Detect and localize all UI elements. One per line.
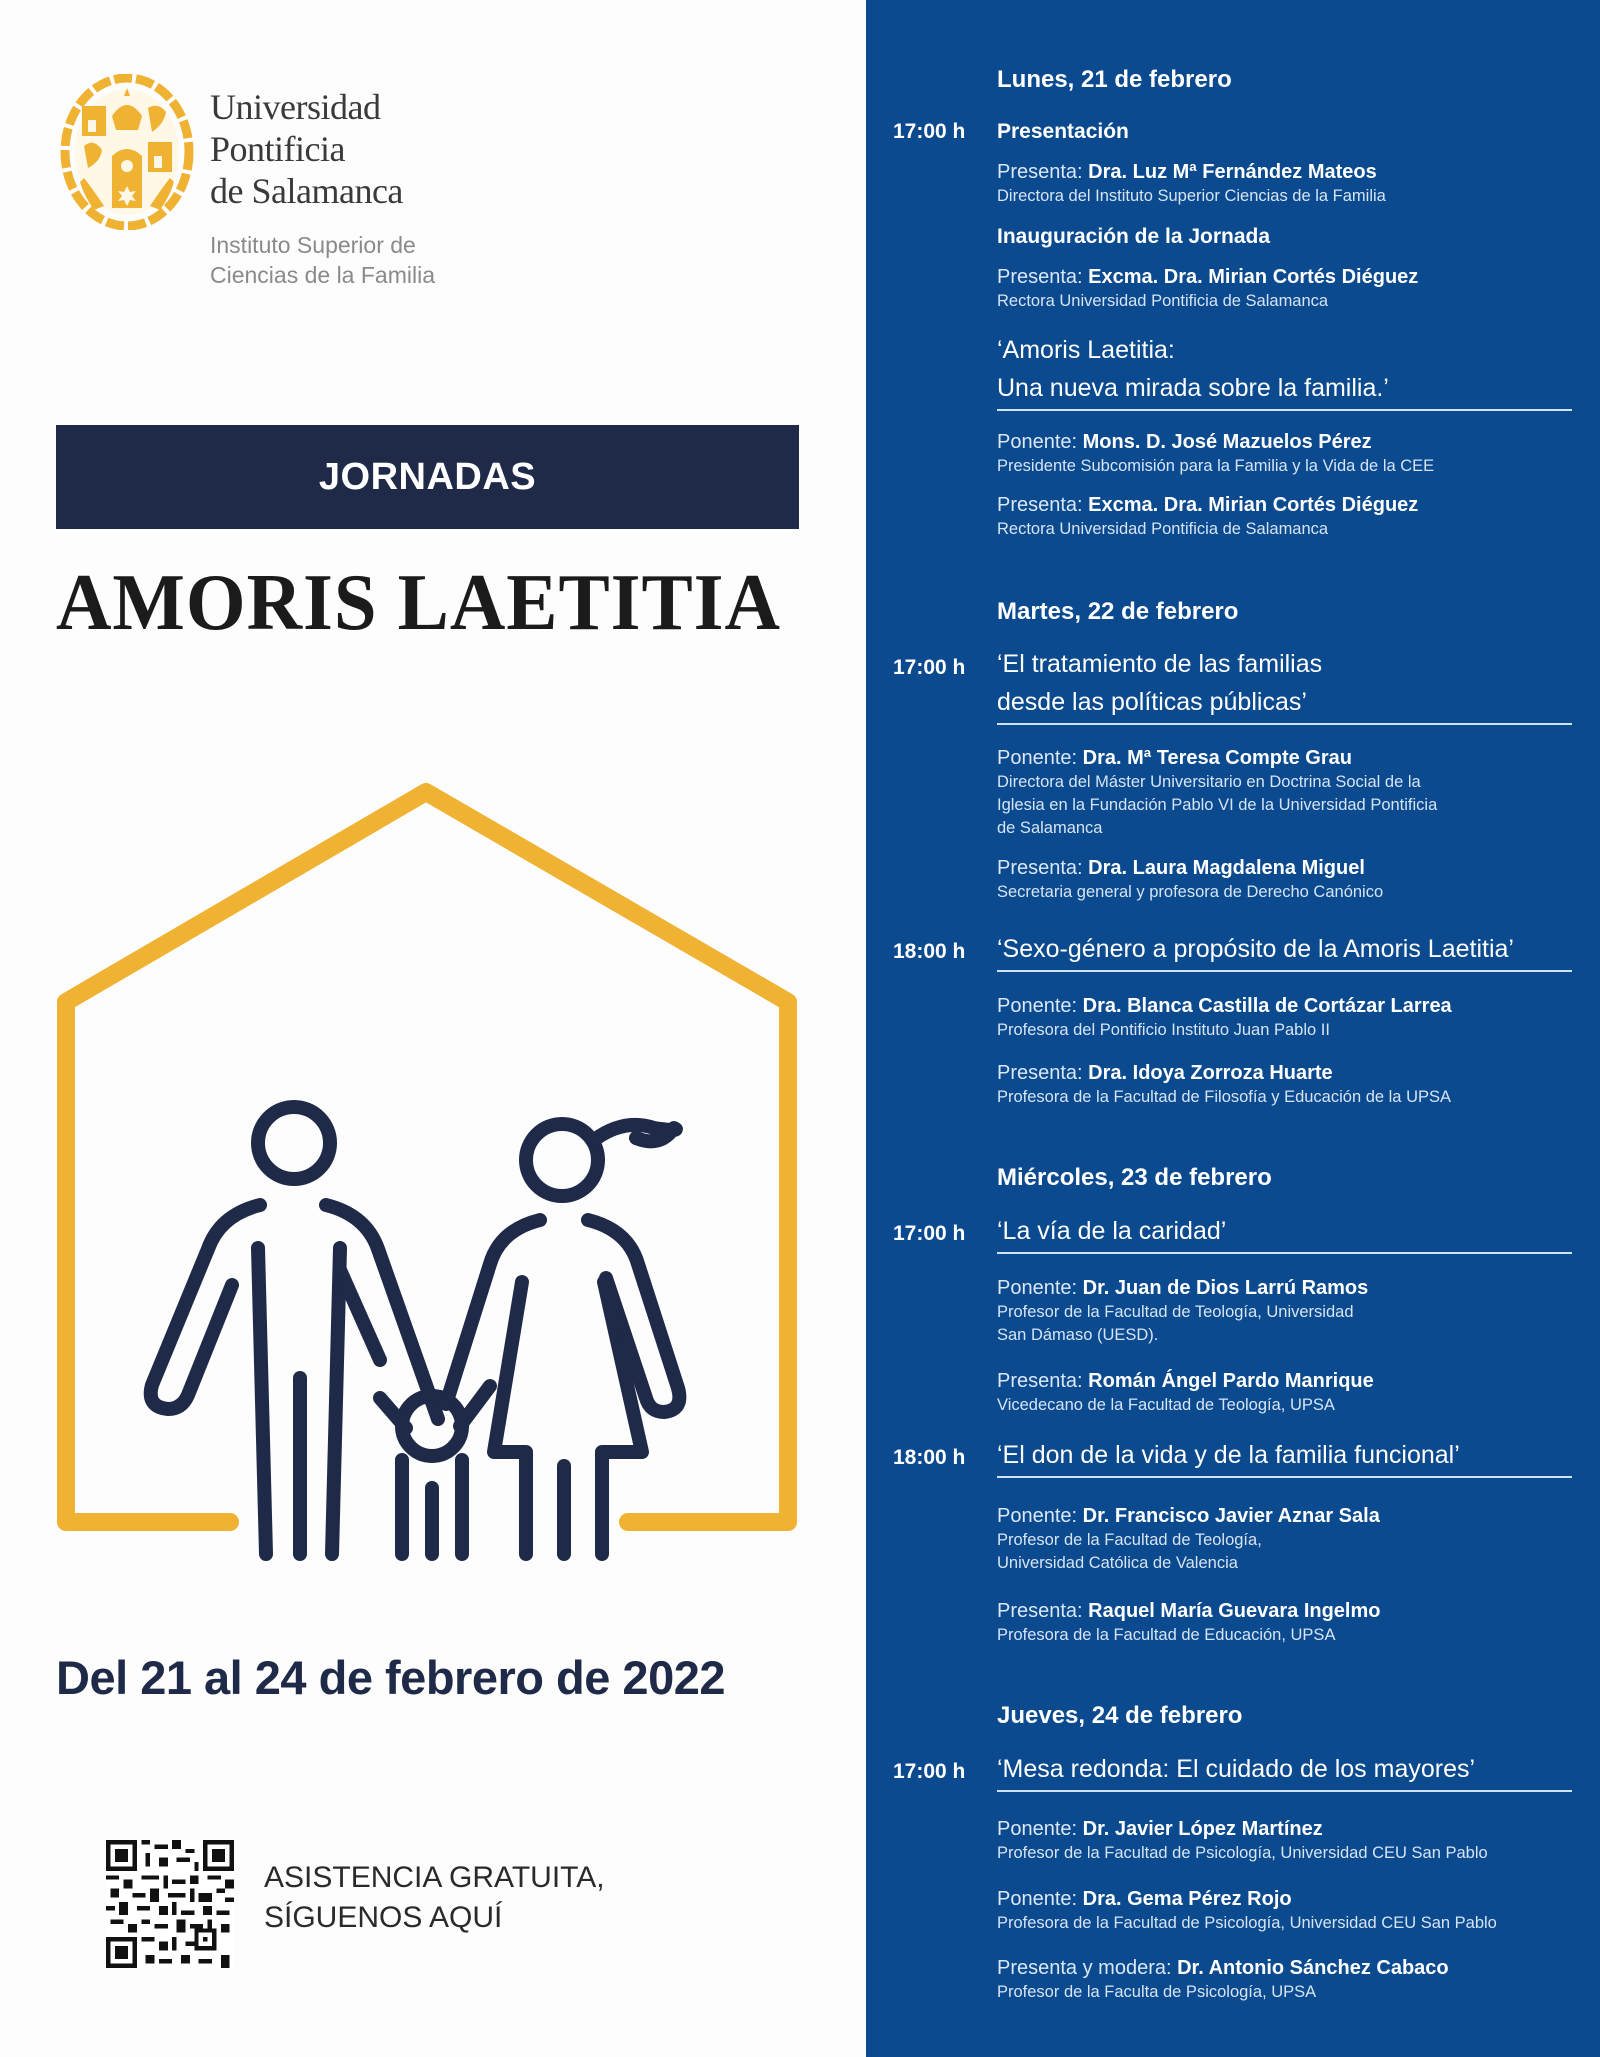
- speaker-name: Dra. Gema Pérez Rojo: [1082, 1888, 1292, 1910]
- schedule-panel: [866, 0, 1600, 2057]
- speaker-name: Dr. Juan de Dios Larrú Ramos: [1082, 1277, 1369, 1299]
- session-time: 18:00 h: [893, 1446, 966, 1469]
- session-title: Inauguración de la Jornada: [997, 225, 1271, 248]
- talk-title: ‘La vía de la caridad’: [997, 1212, 1572, 1254]
- university-name: Universidad Pontificia de Salamanca: [210, 87, 403, 211]
- speaker-name: Dr. Antonio Sánchez Cabaco: [1177, 1957, 1449, 1979]
- session-time: 18:00 h: [893, 940, 966, 963]
- speaker-entry: Presenta: Dra. Idoya Zorroza Huarte Profesora de la Facultad de Filosofía y Educación de la UPSA: [997, 1062, 1451, 1106]
- talk-title: ‘Sexo-género a propósito de la Amoris Laetitia’: [997, 930, 1572, 972]
- speaker-name: Dr. Javier López Martínez: [1082, 1818, 1323, 1840]
- speaker-entry: Ponente: Mons. D. José Mazuelos Pérez Presidente Subcomisión para la Familia y la Vida de la CEE: [997, 431, 1435, 475]
- university-seal-icon: [60, 74, 194, 230]
- speaker-entry: Presenta: Raquel María Guevara Ingelmo Profesora de la Facultad de Educación, UPSA: [997, 1600, 1381, 1644]
- event-dates: Del 21 al 24 de febrero de 2022: [56, 1651, 725, 1704]
- session-time: 17:00 h: [893, 656, 966, 679]
- day-heading-jueves: Jueves, 24 de febrero: [997, 1702, 1243, 1729]
- banner-label: JORNADAS: [318, 455, 537, 498]
- speaker-name: Excma. Dra. Mirian Cortés Diéguez: [1088, 266, 1419, 288]
- speaker-entry: Ponente: Dra. Mª Teresa Compte Grau Directora del Máster Universitario en Doctrina Social de la Iglesia en la Fundación Pablo VI de la Universidad Pontificia de Salamanca: [997, 747, 1438, 837]
- free-attendance-cta[interactable]: ASISTENCIA GRATUITA, SÍGUENOS AQUÍ: [264, 1861, 605, 1934]
- talk-title: ‘Mesa redonda: El cuidado de los mayores’: [997, 1750, 1572, 1792]
- session-time: 17:00 h: [893, 1222, 966, 1245]
- speaker-name: Dra. Idoya Zorroza Huarte: [1088, 1062, 1333, 1084]
- event-title: AMORIS LAETITIA: [56, 559, 781, 647]
- speaker-name: Dra. Luz Mª Fernández Mateos: [1088, 161, 1377, 183]
- institute-name: Instituto Superior de Ciencias de la Familia: [210, 232, 435, 288]
- talk-title: ‘Amoris Laetitia: Una nueva mirada sobre la familia.’: [997, 331, 1572, 411]
- session-time: 17:00 h: [893, 120, 966, 143]
- day-heading-miercoles: Miércoles, 23 de febrero: [997, 1164, 1272, 1191]
- jornadas-banner: [56, 425, 799, 529]
- day-heading-lunes: Lunes, 21 de febrero: [997, 66, 1232, 93]
- speaker-entry: Presenta y modera: Dr. Antonio Sánchez Cabaco Profesor de la Faculta de Psicología, UPSA: [997, 1957, 1449, 2001]
- talk-title: ‘El don de la vida y de la familia funcional’: [997, 1436, 1572, 1478]
- speaker-entry: Ponente: Dra. Blanca Castilla de Cortázar Larrea Profesora del Pontificio Instituto Juan Pablo II: [997, 995, 1452, 1039]
- talk-title: ‘El tratamiento de las familias desde las políticas públicas’: [997, 645, 1572, 725]
- speaker-entry: Ponente: Dr. Francisco Javier Aznar Sala Profesor de la Facultad de Teología, Universidad Católica de Valencia: [997, 1505, 1380, 1572]
- speaker-entry: Presenta: Dra. Laura Magdalena Miguel Secretaria general y profesora de Derecho Canónico: [997, 857, 1384, 901]
- session-title: Presentación: [997, 120, 1129, 143]
- speaker-entry: Presenta: Román Ángel Pardo Manrique Vicedecano de la Facultad de Teología, UPSA: [997, 1370, 1374, 1414]
- speaker-name: Excma. Dra. Mirian Cortés Diéguez: [1088, 494, 1419, 516]
- session-time: 17:00 h: [893, 1760, 966, 1783]
- qr-code-icon[interactable]: [106, 1840, 234, 1968]
- speaker-entry: Ponente: Dr. Javier López Martínez Profesor de la Facultad de Psicología, Universidad CEU San Pablo: [997, 1818, 1488, 1862]
- family-house-icon: [50, 770, 810, 1570]
- speaker-name: Raquel María Guevara Ingelmo: [1088, 1600, 1381, 1622]
- speaker-name: Dra. Mª Teresa Compte Grau: [1082, 747, 1352, 769]
- day-heading-martes: Martes, 22 de febrero: [997, 598, 1239, 625]
- speaker-entry: Presenta: Dra. Luz Mª Fernández Mateos Directora del Instituto Superior Ciencias de la Familia: [997, 161, 1386, 205]
- speaker-entry: Ponente: Dra. Gema Pérez Rojo Profesora de la Facultad de Psicología, Universidad CEU San Pablo: [997, 1888, 1497, 1932]
- speaker-name: Dr. Francisco Javier Aznar Sala: [1082, 1505, 1380, 1527]
- speaker-name: Dra. Laura Magdalena Miguel: [1088, 857, 1365, 879]
- speaker-name: Román Ángel Pardo Manrique: [1088, 1370, 1374, 1392]
- speaker-name: Dra. Blanca Castilla de Cortázar Larrea: [1082, 995, 1452, 1017]
- university-logo: [60, 74, 460, 294]
- speaker-name: Mons. D. José Mazuelos Pérez: [1082, 431, 1372, 453]
- speaker-entry: Ponente: Dr. Juan de Dios Larrú Ramos Profesor de la Facultad de Teología, Universidad San Dámaso (UESD).: [997, 1277, 1369, 1344]
- speaker-entry: Presenta: Excma. Dra. Mirian Cortés Diéguez Rectora Universidad Pontificia de Salamanca: [997, 266, 1419, 310]
- speaker-entry: Presenta: Excma. Dra. Mirian Cortés Diéguez Rectora Universidad Pontificia de Salamanca: [997, 494, 1419, 538]
